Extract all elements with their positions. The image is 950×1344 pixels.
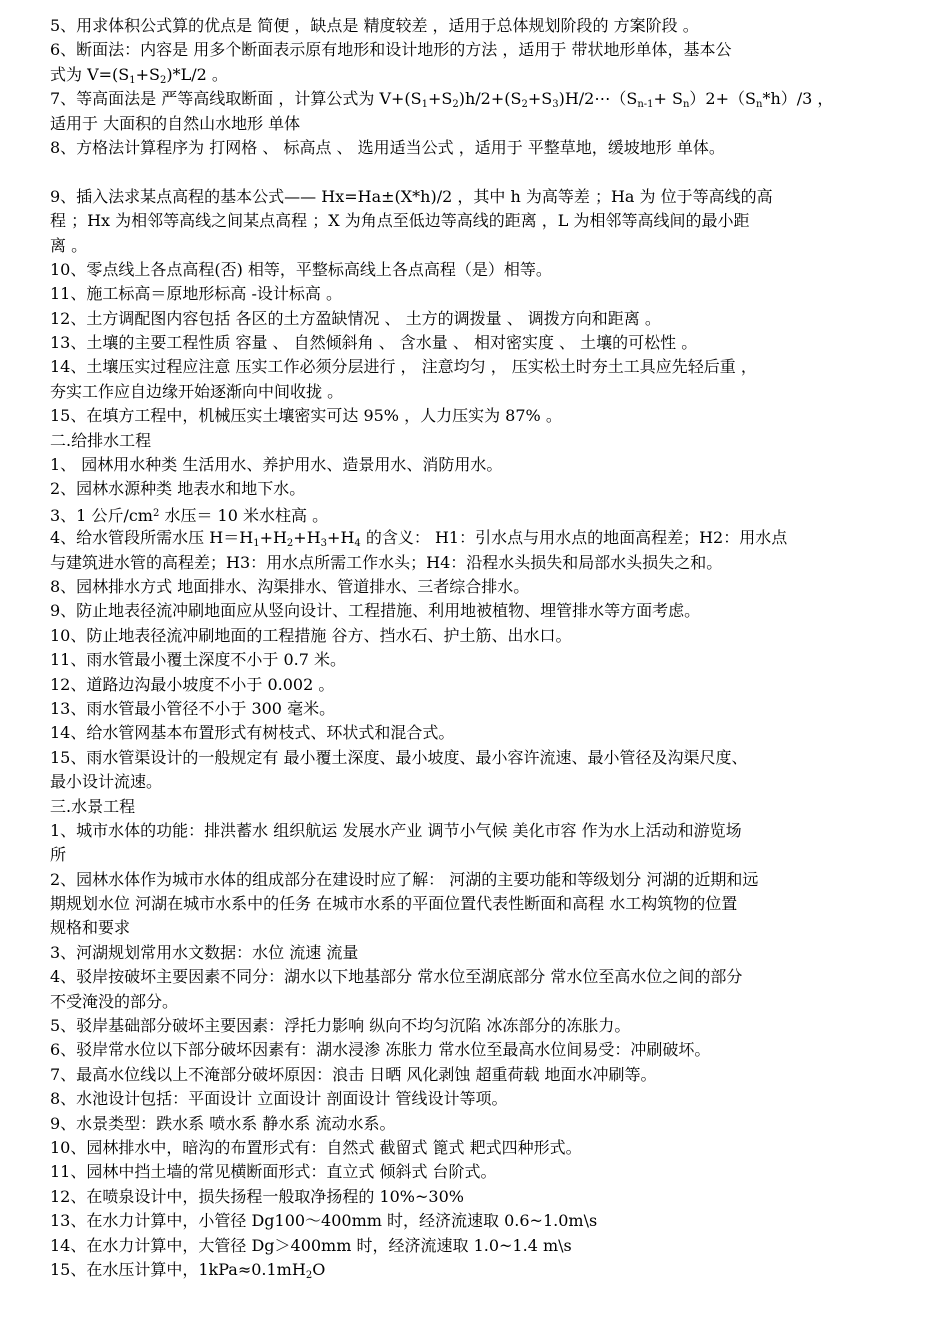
text-line: 13、在水力计算中，小管径 Dg100～400mm 时，经济流速取 0.6~1.0m\s xyxy=(50,1211,598,1231)
text-line: 3、1 公斤$/cm^2$ 水压＝ 10 米水柱高 。 xyxy=(50,505,329,525)
text-line: 10、园林排水中，暗沟的布置形式有：自然式 截留式 篦式 耙式四种形式。 xyxy=(50,1137,582,1157)
text-line: 二.给排水工程 xyxy=(50,430,152,450)
text-line: 6、驳岸常水位以下部分破坏因素有：湖水浸渗 冻胀力 常水位至最高水位间易受：冲刷破坏。 xyxy=(50,1040,711,1060)
text-line: 5、用求体积公式算的优点是 简便 ，缺点是 精度较差 ，适用于总体规划阶段的 方案阶段 。 xyxy=(50,16,699,35)
text-line: 9、插入法求某点高程的基本公式—— Hx=Ha±(X*h)/2 ，其中 h 为高等差 ；Ha 为 位于等高线的高 xyxy=(50,186,773,206)
blank-line xyxy=(50,160,890,184)
text-line: 11、施工标高＝原地形标高 -设计标高 。 xyxy=(50,284,342,304)
text-line: 期规划水位 河湖在城市水系中的任务 在城市水系的平面位置代表性断面和高程 水工构筑物的位置 xyxy=(50,894,738,914)
text-line: 程 ；Hx 为相邻等高线之间某点高程 ；X 为角点至低边等高线的距离 ，L 为相邻等高线间的最小距 xyxy=(50,211,750,231)
text-line: 离 。 xyxy=(50,235,88,255)
text-line: 最小设计流速。 xyxy=(50,772,163,792)
text-line: 8、水池设计包括：平面设计 立面设计 剖面设计 管线设计等项。 xyxy=(50,1089,508,1109)
text-line: 15、在水压计算中，$1kPa\approx 0.1mH_2O$ xyxy=(50,1259,326,1281)
text-line: 7、最高水位线以上不淹部分破坏原因：浪击 日晒 风化剥蚀 超重荷载 地面水冲刷等。 xyxy=(50,1064,657,1084)
text-line: 14、在水力计算中，大管径 Dg＞400mm 时，经济流速取 1.0~1.4 m\s xyxy=(50,1235,572,1255)
text-line: 规格和要求 xyxy=(50,918,131,938)
text-line: 6、断面法：内容是 用多个断面表示原有地形和设计地形的方法 ，适用于 带状地形单体，基本公 xyxy=(50,40,732,60)
text-line: 11、雨水管最小覆土深度不小于 0.7 米。 xyxy=(50,650,346,670)
text-line: 9、水景类型：跌水系 喷水系 静水系 流动水系。 xyxy=(50,1113,396,1133)
text-line: 3、河湖规划常用水文数据：水位 流速 流量 xyxy=(50,942,359,962)
text-line: 10、防止地表径流冲刷地面的工程措施 谷方、挡水石、护土筋、出水口。 xyxy=(50,625,572,645)
text-line: 不受淹没的部分。 xyxy=(50,991,179,1011)
text-line: 8、园林排水方式 地面排水、沟渠排水、管道排水、三者综合排水。 xyxy=(50,576,530,596)
text-line: 三.水景工程 xyxy=(50,796,136,816)
text-line: 12、道路边沟最小坡度不小于 0.002 。 xyxy=(50,674,335,694)
text-line: 夯实工作应自边缘开始逐渐向中间收拢 。 xyxy=(50,381,344,401)
text-line: 与建筑进水管的高程差；H3：用水点所需工作水头；H4：沿程水头损失和局部水头损失之和。 xyxy=(50,552,723,572)
text-line: 12、土方调配图内容包括 各区的土方盈缺情况 、 土方的调拨量 、 调拨方向和距离 。 xyxy=(50,308,661,328)
text-line: 2、园林水体作为城市水体的组成部分在建设时应了解： 河湖的主要功能和等级划分 河湖的近期和远 xyxy=(50,869,759,889)
text-line: 所 xyxy=(50,845,67,865)
text-line: 1、城市水体的功能：排洪蓄水 组织航运 发展水产业 调节小气候 美化市容 作为水上活动和游览场 xyxy=(50,820,742,840)
text-line: 9、防止地表径流冲刷地面应从竖向设计、工程措施、利用地被植物、埋管排水等方面考虑。 xyxy=(50,601,701,621)
text-line: 15、在填方工程中，机械压实土壤密实可达 95% ，人力压实为 87% 。 xyxy=(50,406,562,426)
text-line: 2、园林水源种类 地表水和地下水。 xyxy=(50,479,306,499)
text-line: 7、等高面法是 严等高线取断面 ，计算公式为 $V+(S_1+S_2)h/2+(S_2+S_3)H/2\cdots(S_{n-1}+ S_n)2+(S_n*h)/3$ ， xyxy=(50,89,834,111)
text-line: 12、在喷泉设计中，损失扬程一般取净扬程的 10%~30% xyxy=(50,1186,464,1206)
document-body xyxy=(50,14,890,1282)
text-line: 14、给水管网基本布置形式有树枝式、环状式和混合式。 xyxy=(50,723,455,743)
text-line: 13、土壤的主要工程性质 容量 、 自然倾斜角 、 含水量 、 相对密实度 、 土壤的可松性 。 xyxy=(50,333,698,353)
text-line: 适用于 大面积的自然山水地形 单体 xyxy=(50,113,301,133)
text-line: 4、给水管段所需水压 $H=H_1+H_2+H_3+H_4$ 的含义： H1：引水点与用水点的地面高程差；H2：用水点 xyxy=(50,528,788,550)
text-line: 14、土壤压实过程应注意 压实工作必须分层进行 ， 注意均匀 ， 压实松土时夯土工具应先轻后重 ， xyxy=(50,357,757,377)
text-line: 1、 园林用水种类 生活用水、养护用水、造景用水、消防用水。 xyxy=(50,455,503,475)
text-line: 11、园林中挡土墙的常见横断面形式：直立式 倾斜式 台阶式。 xyxy=(50,1162,497,1182)
text-line: 15、雨水管渠设计的一般规定有 最小覆土深度、最小坡度、最小容许流速、最小管径及沟渠尺度、 xyxy=(50,747,748,767)
text-line: 5、驳岸基础部分破坏主要因素：浮托力影响 纵向不均匀沉陷 冰冻部分的冻胀力。 xyxy=(50,1016,631,1036)
text-line: 10、零点线上各点高程(否) 相等，平整标高线上各点高程（是）相等。 xyxy=(50,259,552,279)
text-line: 4、驳岸按破坏主要因素不同分：湖水以下地基部分 常水位至湖底部分 常水位至高水位之间的部分 xyxy=(50,967,743,987)
text-line: 13、雨水管最小管径不小于 300 毫米。 xyxy=(50,698,336,718)
text-line: 式为 $V=(S_1+S_2)*L/2$ 。 xyxy=(50,64,228,86)
text-line: 8、方格法计算程序为 打网格 、 标高点 、 选用适当公式 ，适用于 平整草地，缓坡地形 单体。 xyxy=(50,137,725,157)
